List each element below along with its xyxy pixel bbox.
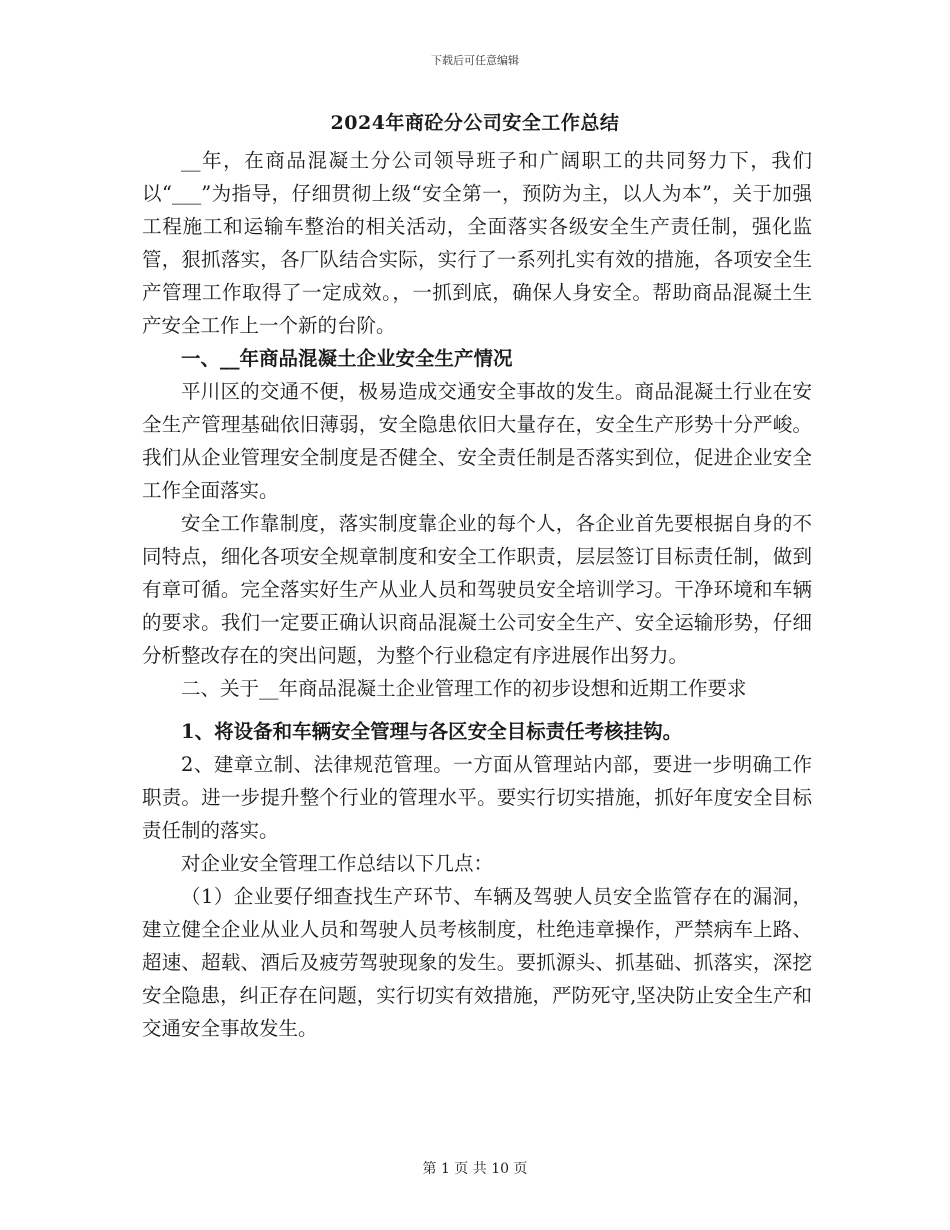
summary-intro: 对企业安全管理工作总结以下几点： bbox=[181, 852, 494, 875]
document-title: 2024年商砼分公司安全工作总结 bbox=[330, 112, 620, 134]
header-note: 下载后可任意编辑 bbox=[431, 54, 519, 67]
list-item-1: 1、将设备和车辆安全管理与各区安全目标责任考核挂钩。 bbox=[181, 720, 683, 743]
section-1-paragraph-1: 平川区的交通不便，极易造成交通安全事故的发生。商品混凝土行业在安全生产管理基础依旧薄弱，安全隐患依旧大量存在，安全生产形势十分严峻。我们从企业管理安全制度是否健全、安全责任制是否落实到位，促进企业安全工作全面落实。 bbox=[142, 380, 812, 502]
intro-paragraph: __年，在商品混凝土分公司领导班子和广阔职工的共同努力下，我们以“___”为指导，仔细贯彻上级“安全第一，预防为主，以人为本”，关于加强工程施工和运输车整治的相关活动，全面落实各级安全生产责任制，强化监管，狠抓落实，各厂队结合实际，实行了一系列扎实有效的措施，各项安全生产管理工作取得了一定成效。，一抓到底，确保人身安全。帮助商品混凝土生产安全工作上一个新的台阶。 bbox=[142, 149, 812, 337]
page-number: 第 1 页 共 10 页 bbox=[422, 1161, 528, 1177]
summary-point-1: （1）企业要仔细查找生产环节、车辆及驾驶人员安全监管存在的漏洞，建立健全企业从业人员和驾驶人员考核制度，杜绝违章操作，严禁病车上路、超速、超载、酒后及疲劳驾驶现象的发生。要抓源头、抓基础、抓落实，深挖安全隐患，纠正存在问题，实行切实有效措施，严防死守,坚决防止安全生产和交通安全事故发生。 bbox=[142, 885, 812, 1040]
section-heading-1: 一、__年商品混凝土企业安全生产情况 bbox=[181, 347, 513, 370]
section-heading-2: 二、关于__年商品混凝土企业管理工作的初步设想和近期工作要求 bbox=[181, 677, 747, 700]
list-item-2: 2、建章立制、法律规范管理。一方面从管理站内部，要进一步明确工作职责。进一步提升整个行业的管理水平。要实行切实措施，抓好年度安全目标责任制的落实。 bbox=[142, 753, 812, 842]
document-body bbox=[142, 144, 812, 1045]
section-1-paragraph-2: 安全工作靠制度，落实制度靠企业的每个人，各企业首先要根据自身的不同特点，细化各项安全规章制度和安全工作职责，层层签订目标责任制，做到有章可循。完全落实好生产从业人员和驾驶员安全培训学习。干净环境和车辆的要求。我们一定要正确认识商品混凝土公司安全生产、安全运输形势，仔细分析整改存在的突出问题，为整个行业稳定有序进展作出努力。 bbox=[142, 512, 812, 667]
